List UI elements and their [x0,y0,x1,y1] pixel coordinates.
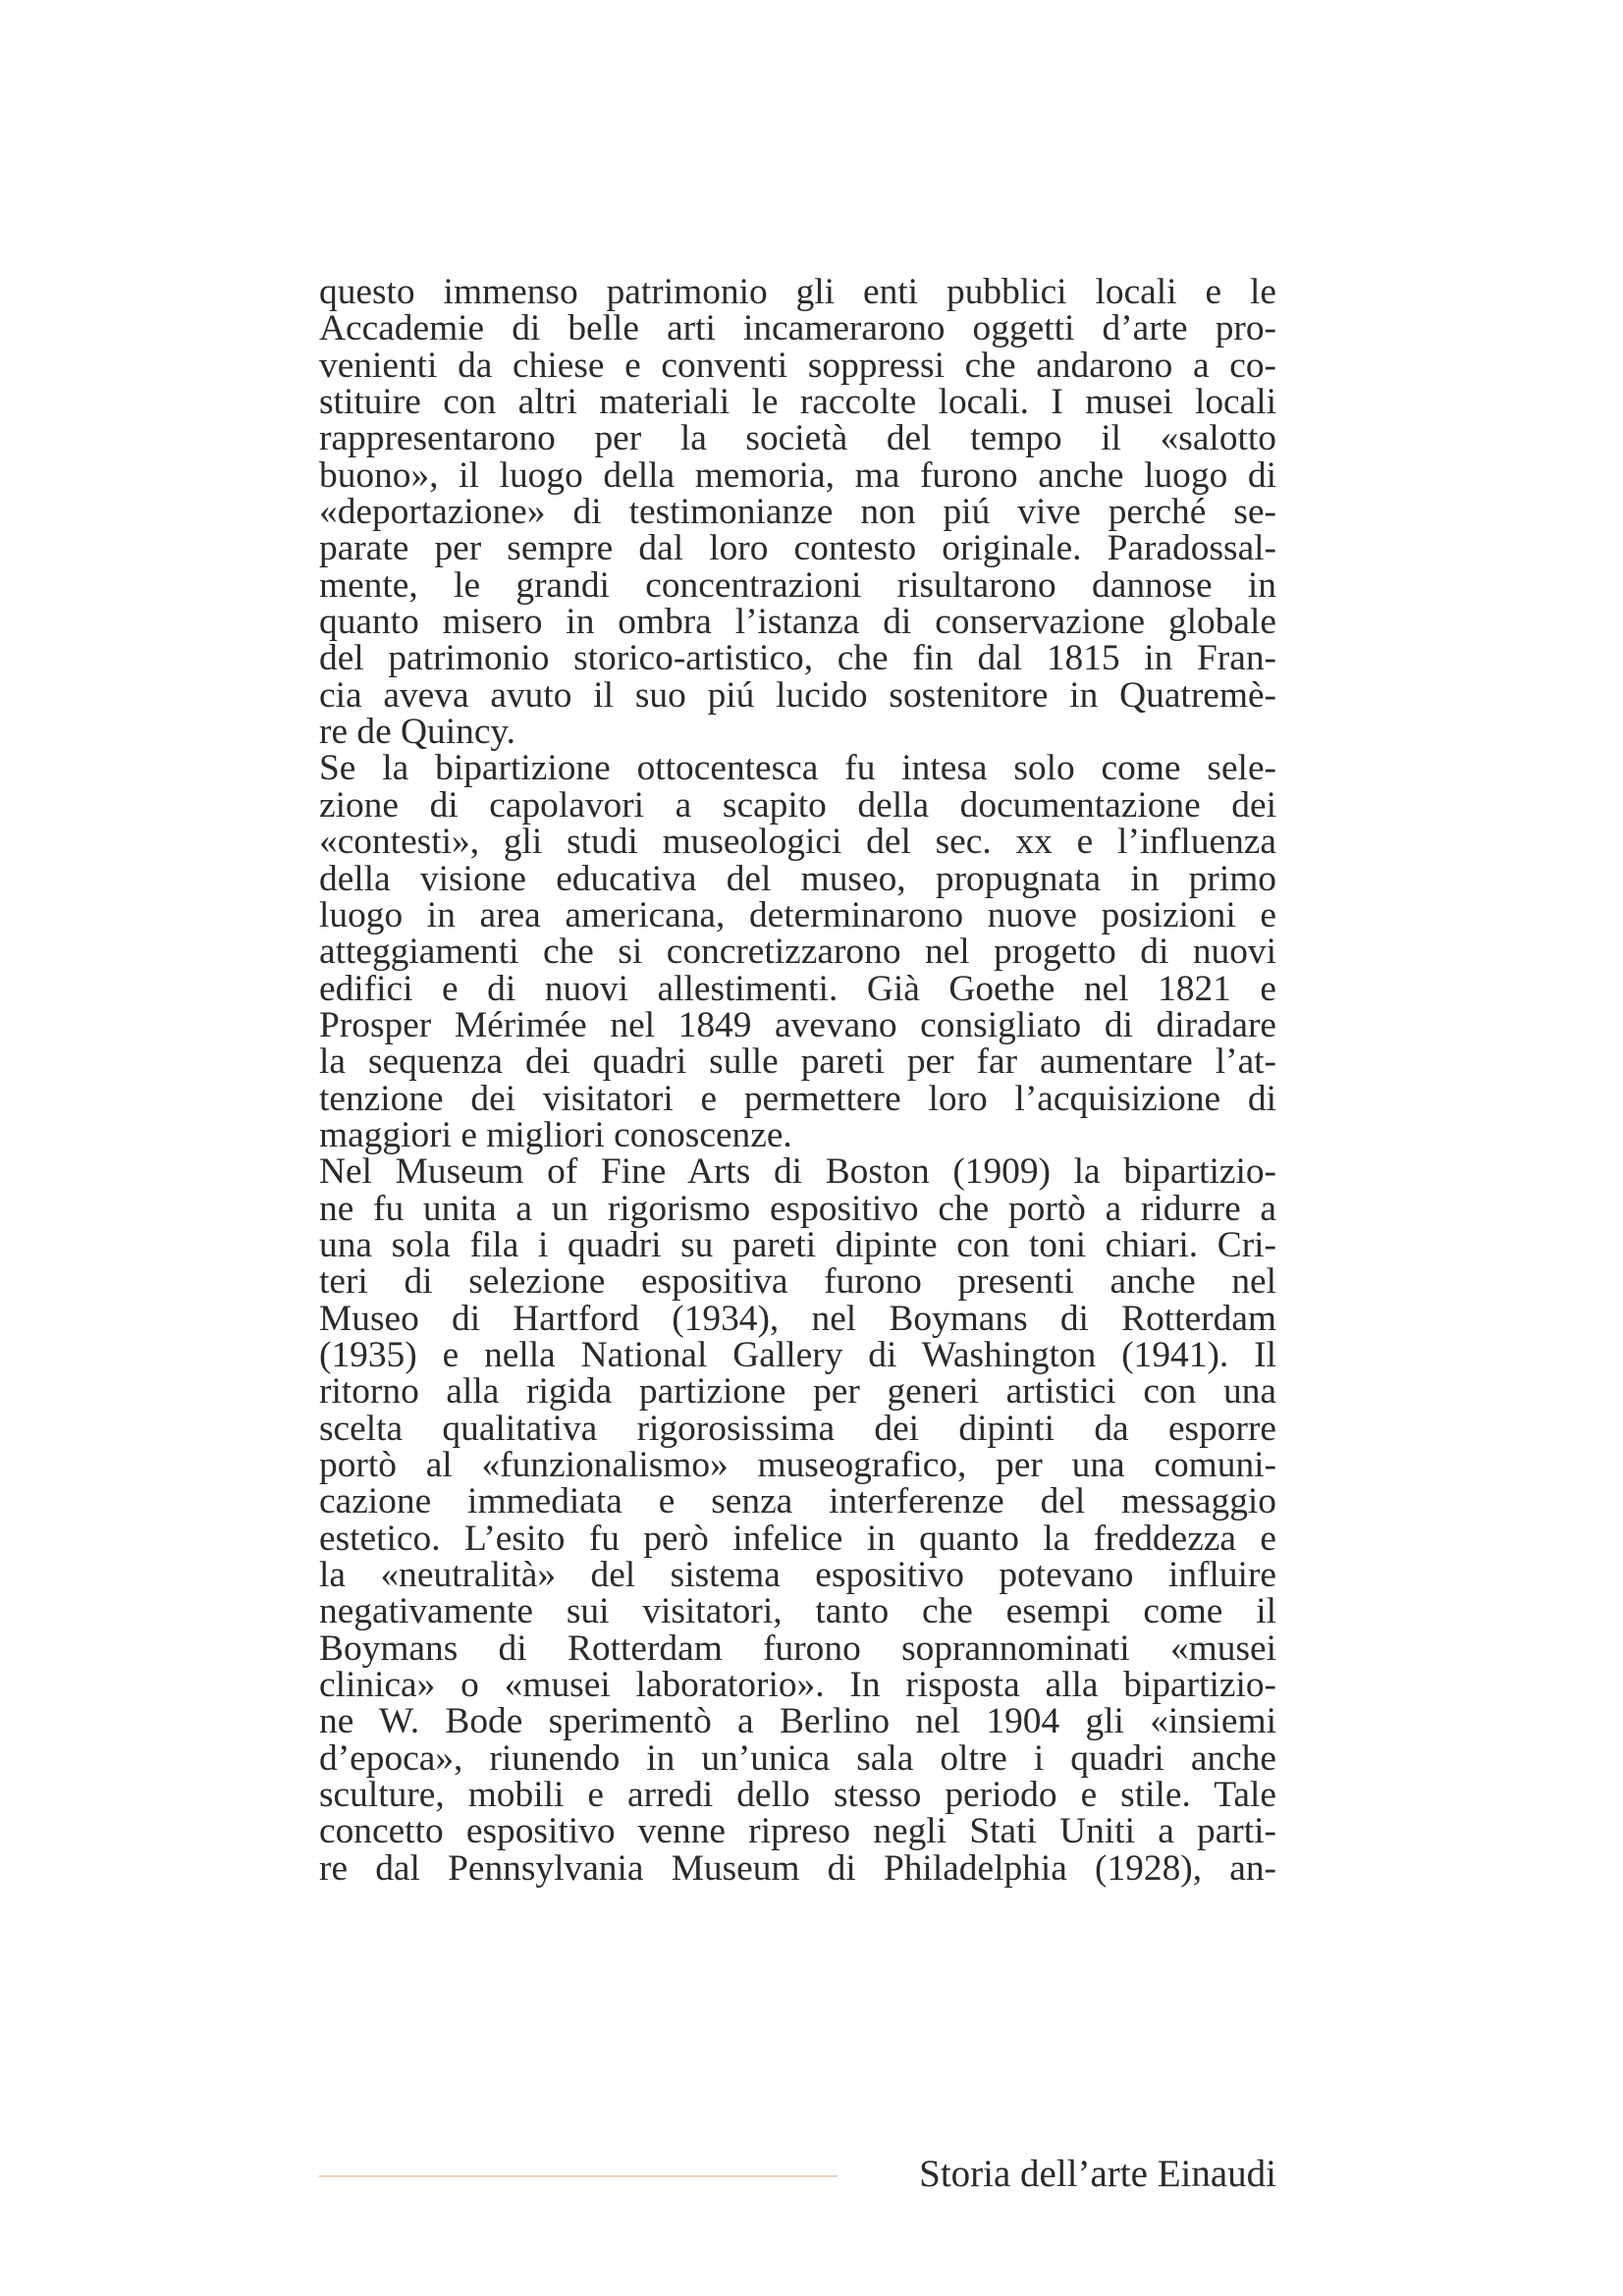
text-line: la «neutralità» del sistema espositivo potevano influire [319,1555,1276,1596]
text-line: ritorno alla rigida partizione per generi artistici con una [319,1371,1276,1413]
text-line: scelta qualitativa rigorosissima dei dipinti da esporre [319,1408,1276,1449]
text-line: Museo di Hartford (1934), nel Boymans di Rotterdam [319,1298,1276,1339]
text-line: Se la bipartizione ottocentesca fu intesa solo come sele- [319,748,1276,789]
footer-title: Storia dell’arte Einaudi [919,2153,1276,2195]
text-line: del patrimonio storico-artistico, che fin dal 1815 in Fran- [319,638,1276,679]
text-line: luogo in area americana, determinarono nuove posizioni e [319,894,1276,935]
text-line: Boymans di Rotterdam furono soprannominati «musei [319,1628,1276,1669]
text-line: questo immenso patrimonio gli enti pubblici locali e le [319,272,1276,312]
text-line: concetto espositivo venne ripreso negli Stati Uniti a parti- [319,1811,1276,1852]
footer-rule [319,2175,838,2177]
text-line: Prosper Mérimée nel 1849 avevano consigliato di diradare [319,1004,1276,1045]
text-line: edifici e di nuovi allestimenti. Già Goethe nel 1821 e [319,968,1276,1009]
text-line: «deportazione» di testimonianze non piú vive perché se- [319,492,1276,533]
text-line: sculture, mobili e arredi dello stesso periodo e stile. Tale [319,1775,1276,1816]
text-line: della visione educativa del museo, propugnata in primo [319,858,1276,899]
text-line: venienti da chiese e conventi soppressi che andarono a co- [319,345,1276,386]
text-line: re dal Pennsylvania Museum di Philadelphia (1928), an- [319,1847,1276,1889]
text-line: re de Quincy. [319,712,516,753]
text-line: stituire con altri materiali le raccolte locali. I musei locali [319,382,1276,423]
text-line: Nel Museum of Fine Arts di Boston (1909) la bipartizio- [319,1151,1276,1193]
text-line: portò al «funzionalismo» museografico, per una comuni- [319,1445,1276,1485]
text-line: rappresentarono per la società del tempo il «salotto [319,418,1276,459]
text-line: estetico. L’esito fu però infelice in quanto la freddezza e [319,1518,1276,1559]
text-line: zione di capolavori a scapito della documentazione dei [319,784,1276,826]
text-line: Accademie di belle arti incamerarono oggetti d’arte pro- [319,308,1276,349]
text-line: (1935) e nella National Gallery di Washington (1941). Il [319,1334,1276,1375]
text-line: atteggiamenti che si concretizzarono nel progetto di nuovi [319,932,1276,973]
text-line: maggiori e migliori conoscenze. [319,1114,792,1155]
text-line: negativamente sui visitatori, tanto che esempi come il [319,1591,1276,1632]
text-line: «contesti», gli studi museologici del sec. xx e l’influenza [319,822,1276,863]
text-line: quanto misero in ombra l’istanza di conservazione globale [319,602,1276,643]
text-line: cazione immediata e senza interferenze del messaggio [319,1481,1276,1522]
text-line: d’epoca», riunendo in un’unica sala oltre i quadri anche [319,1737,1276,1779]
text-line: mente, le grandi concentrazioni risultarono dannose in [319,564,1276,606]
text-line: buono», il luogo della memoria, ma furono anche luogo di [319,454,1276,496]
page-footer [319,2150,1276,2199]
text-line: una sola fila i quadri su pareti dipinte con toni chiari. Cri- [319,1224,1276,1265]
text-line: cia aveva avuto il suo piú lucido sostenitore in Quatremè- [319,674,1276,716]
text-line: teri di selezione espositiva furono presenti anche nel [319,1261,1276,1303]
text-line: ne fu unita a un rigorismo espositivo che portò a ridurre a [319,1188,1276,1229]
text-line: parate per sempre dal loro contesto originale. Paradossal- [319,528,1276,569]
body-text [319,274,1276,1887]
text-line: tenzione dei visitatori e permettere loro l’acquisizione di [319,1078,1276,1119]
text-line: ne W. Bode sperimentò a Berlino nel 1904 gli «insiemi [319,1701,1276,1742]
text-line: la sequenza dei quadri sulle pareti per far aumentare l’at- [319,1041,1276,1083]
text-line: clinica» o «musei laboratorio». In risposta alla bipartizio- [319,1665,1276,1706]
